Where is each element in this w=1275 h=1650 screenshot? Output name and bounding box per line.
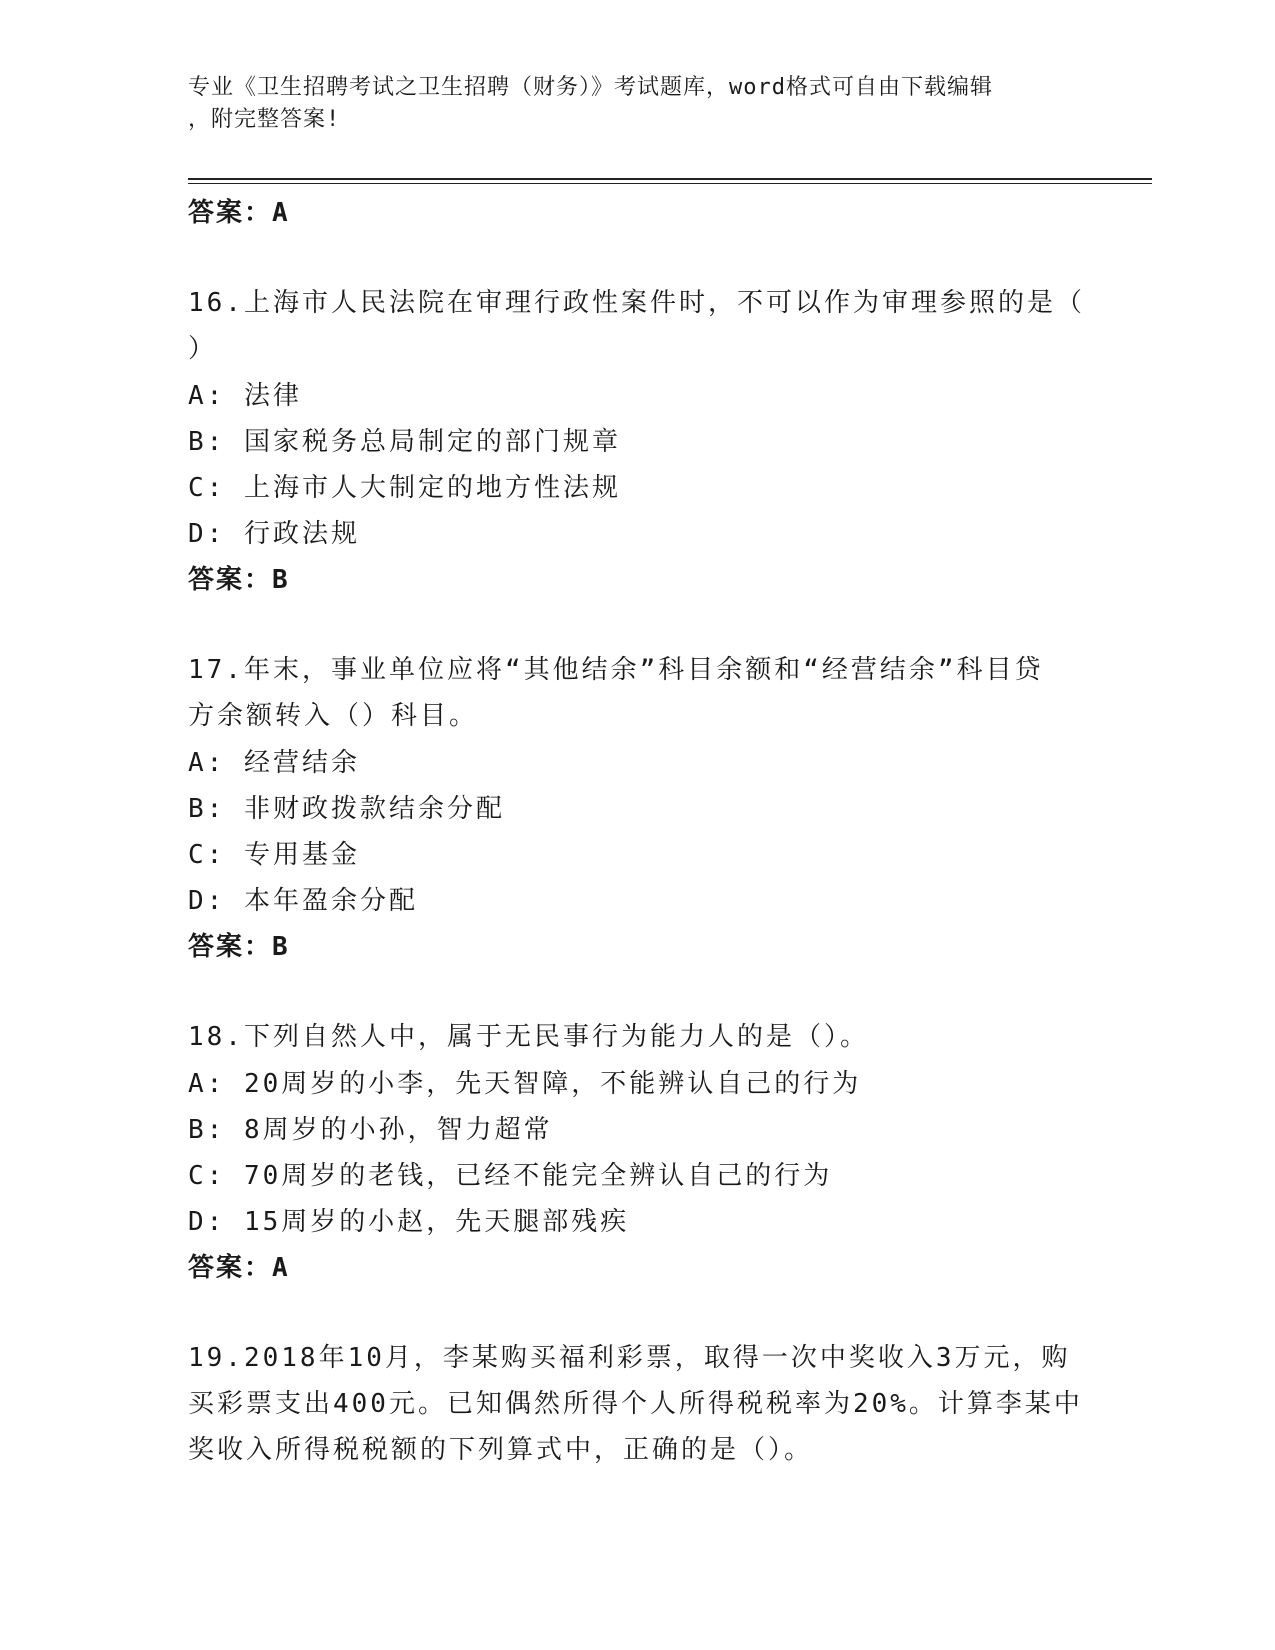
question-text: 19.2018年10月，李某购买福利彩票，取得一次中奖收入3万元，购 <box>188 1343 1071 1373</box>
option-b: B: 非财政拨款结余分配 <box>188 794 505 824</box>
question-text-cont: 奖收入所得税税额的下列算式中，正确的是（）。 <box>188 1435 814 1465</box>
question-text-cont: 买彩票支出400元。已知偶然所得个人所得税税率为20%。计算李某中 <box>188 1389 1083 1419</box>
answer-line: 答案：A <box>188 198 290 228</box>
spacer <box>188 603 1088 648</box>
question-text: 16.上海市人民法院在审理行政性案件时，不可以作为审理参照的是（ <box>188 288 1085 318</box>
header-line-2: ，附完整答案! <box>188 107 341 132</box>
option-c: C: 70周岁的老钱，已经不能完全辨认自己的行为 <box>188 1161 833 1191</box>
spacer <box>188 236 1088 281</box>
question-17 <box>188 648 1088 970</box>
option-d: D: 本年盈余分配 <box>188 886 418 916</box>
question-18 <box>188 1015 1088 1291</box>
option-a: A: 经营结余 <box>188 748 360 778</box>
answer-line: 答案：B <box>188 565 290 595</box>
question-text-cont: ） <box>188 334 218 364</box>
option-a: A: 20周岁的小李，先天智障，不能辨认自己的行为 <box>188 1069 862 1099</box>
header-divider-thick <box>188 178 1152 180</box>
answer-line: 答案：A <box>188 1253 290 1283</box>
option-b: B: 国家税务总局制定的部门规章 <box>188 427 621 457</box>
option-a: A: 法律 <box>188 381 302 411</box>
option-c: C: 上海市人大制定的地方性法规 <box>188 473 621 503</box>
question-16 <box>188 281 1088 603</box>
option-c: C: 专用基金 <box>188 840 360 870</box>
question-text: 18.下列自然人中，属于无民事行为能力人的是（）。 <box>188 1022 869 1052</box>
spacer <box>188 970 1088 1015</box>
question-content <box>188 190 1088 1474</box>
header-line-1: 专业《卫生招聘考试之卫生招聘（财务）》考试题库，word格式可自由下载编辑 <box>188 75 993 100</box>
header-divider-thin <box>188 183 1152 184</box>
option-b: B: 8周岁的小孙，智力超常 <box>188 1115 553 1145</box>
option-d: D: 15周岁的小赵，先天腿部残疾 <box>188 1207 630 1237</box>
question-text: 17.年末，事业单位应将“其他结余”科目余额和“经营结余”科目贷 <box>188 655 1044 685</box>
question-19 <box>188 1336 1088 1474</box>
answer-line: 答案：B <box>188 932 290 962</box>
question-text-cont: 方余额转入（）科目。 <box>188 701 479 731</box>
option-d: D: 行政法规 <box>188 519 360 549</box>
spacer <box>188 1291 1088 1336</box>
document-header <box>188 72 1088 136</box>
